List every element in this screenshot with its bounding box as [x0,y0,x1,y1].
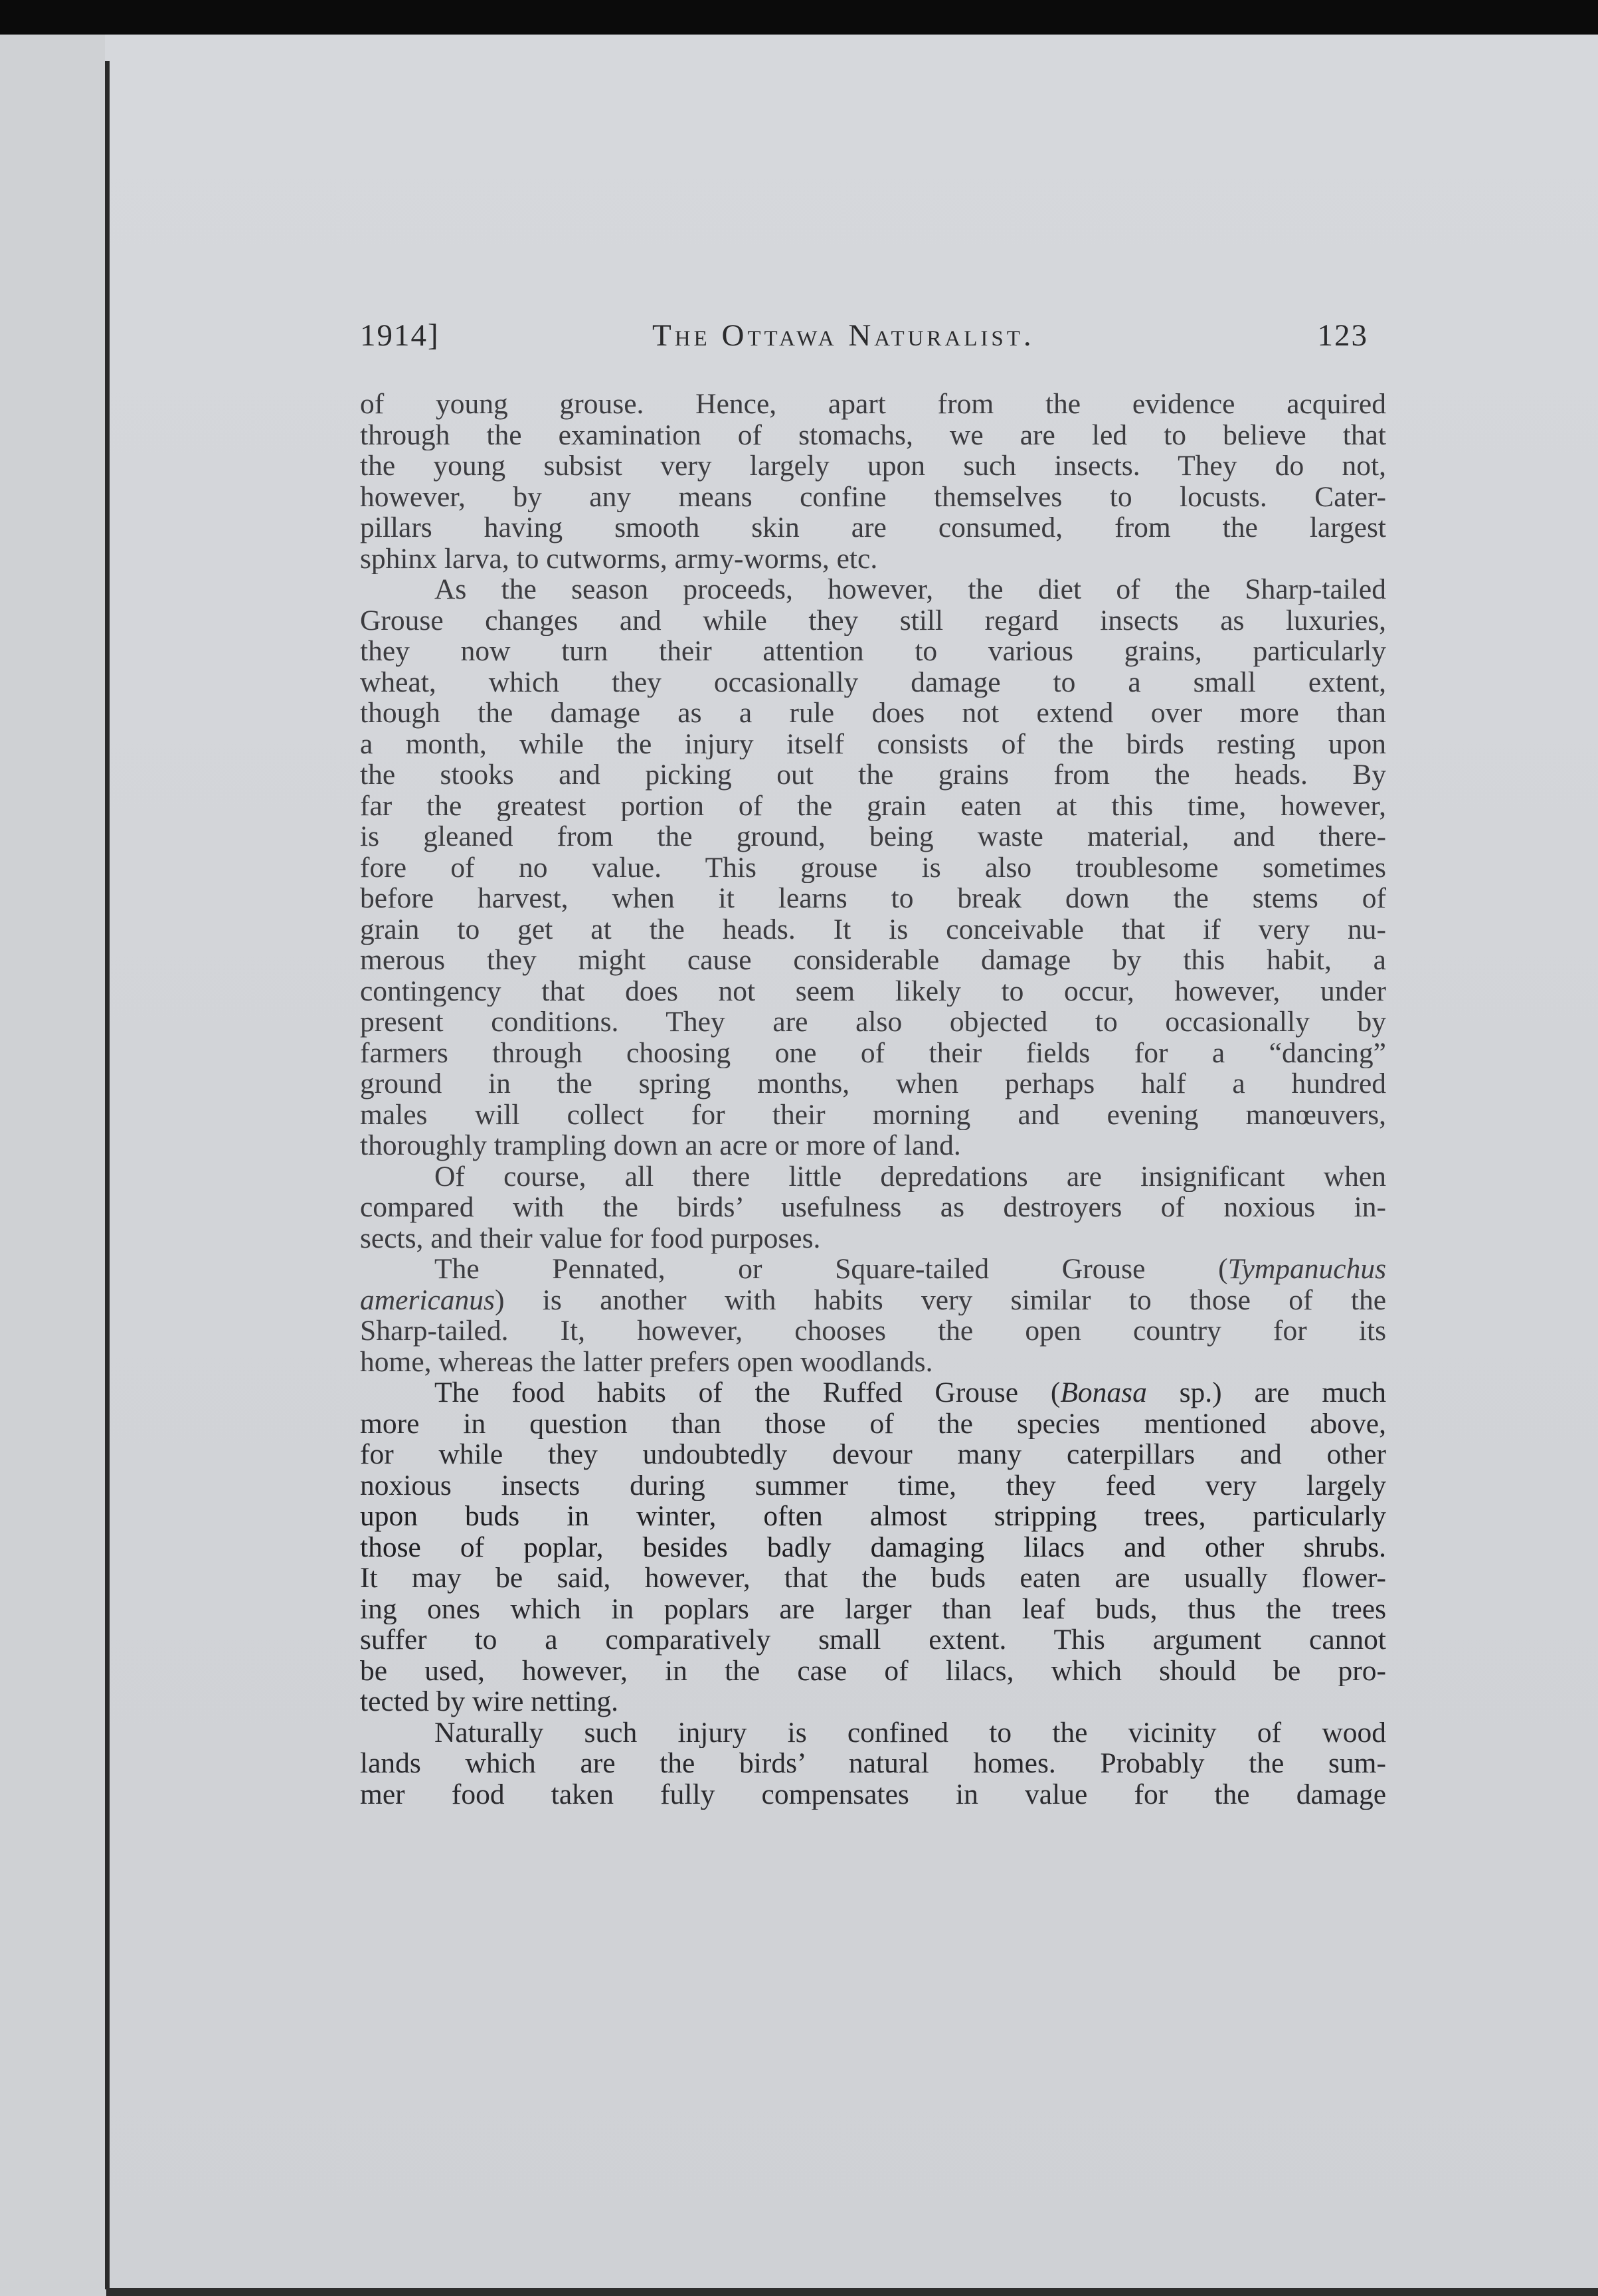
scientific-name: Tympanuchus [1227,1254,1386,1285]
page-number: 123 [1317,318,1368,353]
text-line: wheat, which they occasionally damage to a small extent, [360,666,1386,698]
text-line: pillars having smooth skin are consumed, from the largest [360,512,1386,543]
scanner-top-border [0,0,1598,35]
text-line: they now turn their attention to various grains, particularly [360,636,1386,667]
text-line: for while they undoubtedly devour many caterpillars and other [360,1439,1386,1470]
text-line: contingency that does not seem likely to occur, however, under [360,975,1386,1006]
text-line: thoroughly trampling down an acre or more of land. [360,1130,961,1161]
page-binding-edge [105,61,110,2289]
scientific-name: Bonasa [1060,1377,1147,1408]
text-line: however, by any means confine themselves to locusts. Cater- [360,481,1386,512]
text-line: sphinx larva, to cutworms, army-worms, etc. [360,543,878,574]
text-line: home, whereas the latter prefers open woodlands. [360,1346,933,1377]
text-line: It may be said, however, that the buds eaten are usually flower- [360,1563,1386,1594]
text-line: The food habits of the Ruffed Grouse (Bonasa sp.) are much [434,1377,1386,1408]
text-line: tected by wire netting. [360,1686,618,1717]
text-line: before harvest, when it learns to break down the stems of [360,883,1386,914]
text-line: present conditions. They are also objected to occasionally by [360,1006,1386,1038]
text-line: suffer to a comparatively small extent. This argument cannot [360,1624,1386,1656]
text-line: upon buds in winter, often almost stripping trees, particularly [360,1501,1386,1532]
running-head-journal-title: The Ottawa Naturalist. [652,318,1035,353]
text-line: those of poplar, besides badly damaging lilacs and other shrubs. [360,1531,1386,1563]
text-line: ing ones which in poplars are larger than leaf buds, thus the trees [360,1593,1386,1624]
text-line: ground in the spring months, when perhaps half a hundred [360,1068,1386,1100]
page-bottom-edge [106,2288,1598,2296]
text-line: fore of no value. This grouse is also troublesome sometimes [360,852,1386,883]
running-head-year: 1914] [360,318,440,353]
text-line: through the examination of stomachs, we are led to believe that [360,419,1386,450]
text-line: americanus) is another with habits very similar to those of the [360,1284,1386,1315]
text-line: grain to get at the heads. It is conceivable that if very nu- [360,913,1386,945]
text-line: the stooks and picking out the grains from the heads. By [360,759,1386,791]
text-line: lands which are the birds’ natural homes. Probably the sum- [360,1748,1386,1779]
text-line: far the greatest portion of the grain eaten at this time, however, [360,790,1386,821]
running-head [360,318,1368,364]
text-line: though the damage as a rule does not extend over more than [360,698,1386,729]
scientific-name: americanus [360,1284,495,1315]
page-left-margin [0,35,105,2296]
text-line: Naturally such injury is confined to the vicinity of wood [434,1717,1386,1748]
text-line: merous they might cause considerable damage by this habit, a [360,945,1386,976]
text-line: Grouse changes and while they still regard insects as luxuries, [360,605,1386,636]
text-line: of young grouse. Hence, apart from the evidence acquired [360,389,1386,420]
text-line: the young subsist very largely upon such insects. They do not, [360,450,1386,482]
article-body [360,389,1386,1810]
text-line: is gleaned from the ground, being waste material, and there- [360,821,1386,852]
text-line: more in question than those of the species mentioned above, [360,1408,1386,1439]
text-line: compared with the birds’ usefulness as destroyers of noxious in- [360,1192,1386,1223]
text-line: sects, and their value for food purposes. [360,1222,821,1254]
text-line: Of course, all there little depredations are insignificant when [434,1161,1386,1192]
text-line: Sharp-tailed. It, however, chooses the open country for its [360,1315,1386,1347]
text-line: males will collect for their morning and evening manœuvers, [360,1099,1386,1130]
text-line: As the season proceeds, however, the diet of the Sharp-tailed [434,574,1386,605]
text-line: a month, while the injury itself consists of the birds resting upon [360,728,1386,759]
text-line: farmers through choosing one of their fields for a “dancing” [360,1037,1386,1068]
text-line: The Pennated, or Square-tailed Grouse (Tympanuchus [434,1254,1386,1285]
text-line: mer food taken fully compensates in value for the damage [360,1778,1386,1810]
text-line: noxious insects during summer time, they feed very largely [360,1470,1386,1501]
text-line: be used, however, in the case of lilacs, which should be pro- [360,1655,1386,1686]
